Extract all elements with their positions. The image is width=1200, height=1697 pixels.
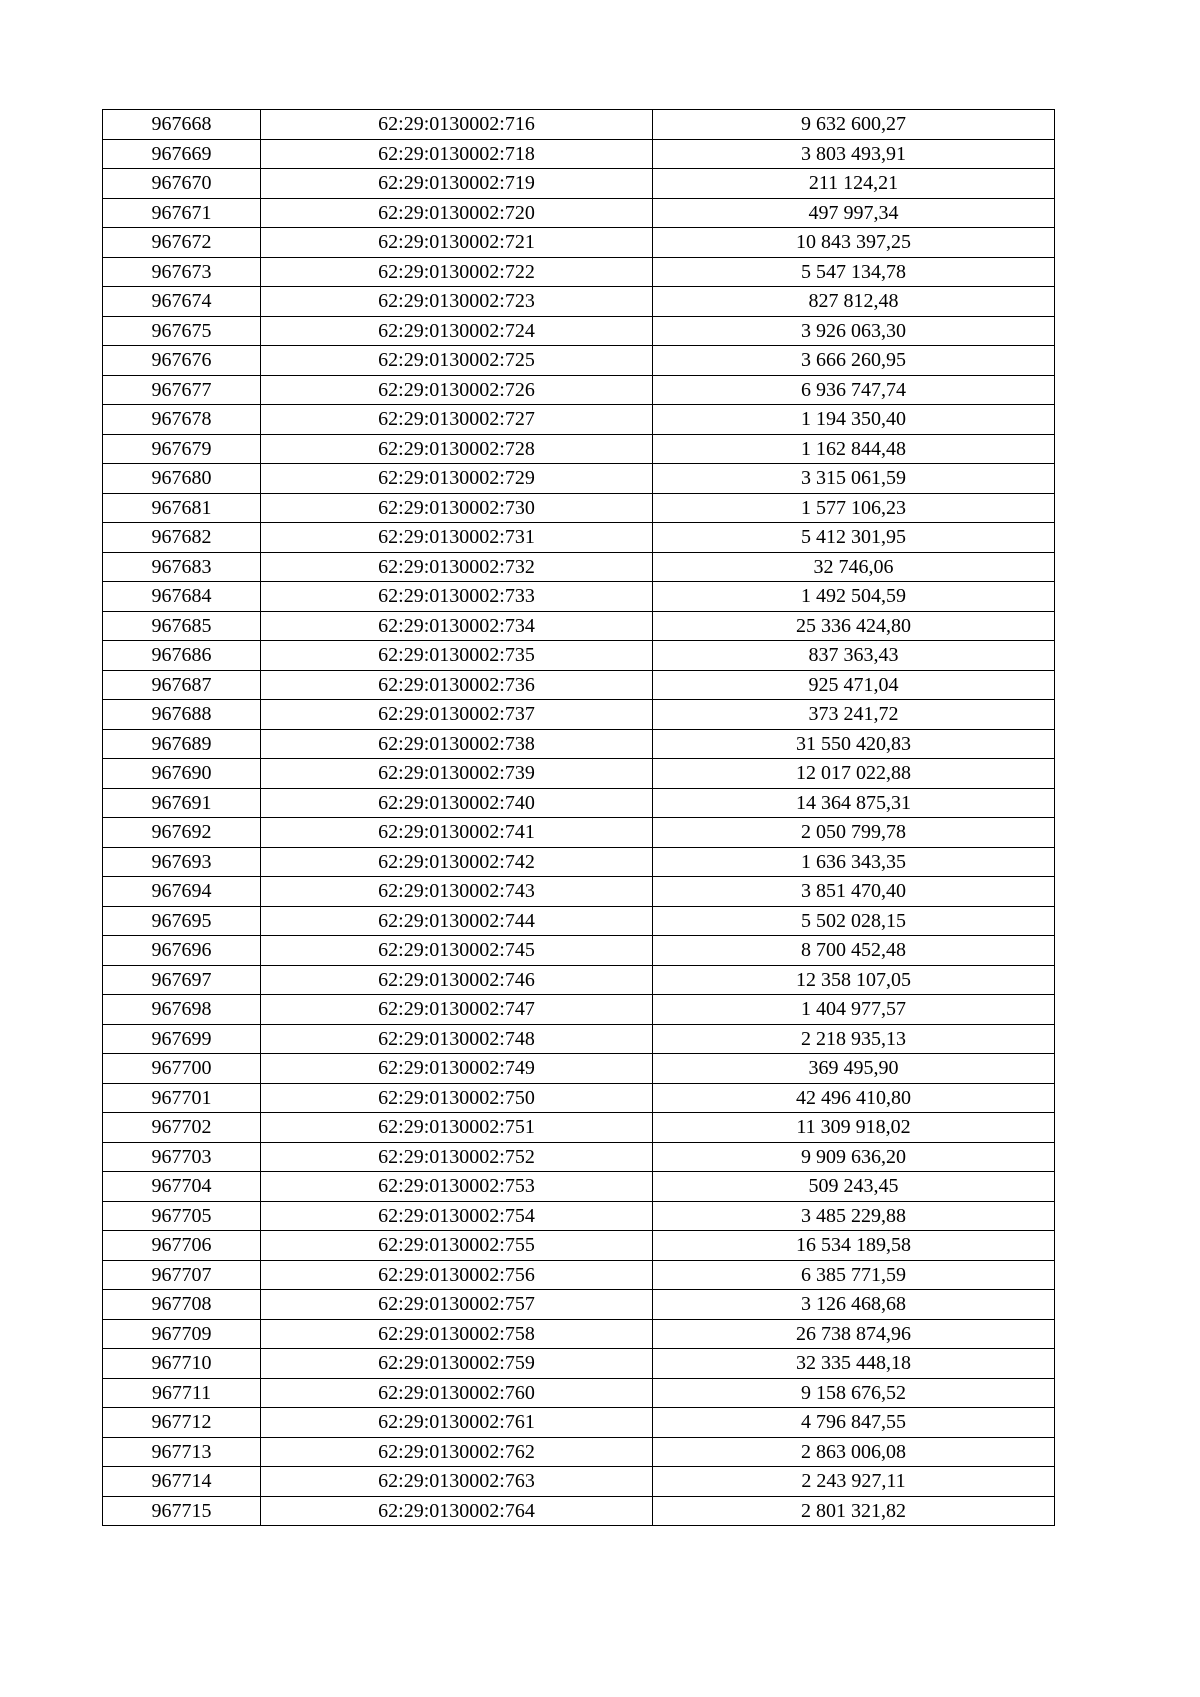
row-number-cell: 967686	[103, 641, 261, 671]
cadastral-number-cell: 62:29:0130002:737	[261, 700, 653, 730]
cadastral-number-cell: 62:29:0130002:752	[261, 1142, 653, 1172]
table-row	[103, 788, 1055, 818]
row-number-cell: 967684	[103, 582, 261, 612]
value-cell: 8 700 452,48	[653, 936, 1055, 966]
row-number-cell: 967679	[103, 434, 261, 464]
row-number-cell: 967702	[103, 1113, 261, 1143]
cadastral-number-cell: 62:29:0130002:736	[261, 670, 653, 700]
cadastral-number-cell: 62:29:0130002:750	[261, 1083, 653, 1113]
cadastral-number-cell: 62:29:0130002:762	[261, 1437, 653, 1467]
cadastral-number-cell: 62:29:0130002:726	[261, 375, 653, 405]
table-row	[103, 434, 1055, 464]
row-number-cell: 967680	[103, 464, 261, 494]
table-row	[103, 1260, 1055, 1290]
value-cell: 1 492 504,59	[653, 582, 1055, 612]
value-cell: 25 336 424,80	[653, 611, 1055, 641]
value-cell: 42 496 410,80	[653, 1083, 1055, 1113]
value-cell: 1 404 977,57	[653, 995, 1055, 1025]
cadastral-number-cell: 62:29:0130002:746	[261, 965, 653, 995]
row-number-cell: 967676	[103, 346, 261, 376]
table-row	[103, 1467, 1055, 1497]
value-cell: 12 017 022,88	[653, 759, 1055, 789]
cadastral-number-cell: 62:29:0130002:764	[261, 1496, 653, 1526]
cadastral-number-cell: 62:29:0130002:747	[261, 995, 653, 1025]
cadastral-number-cell: 62:29:0130002:763	[261, 1467, 653, 1497]
table-row	[103, 1290, 1055, 1320]
row-number-cell: 967697	[103, 965, 261, 995]
row-number-cell: 967689	[103, 729, 261, 759]
row-number-cell: 967705	[103, 1201, 261, 1231]
cadastral-number-cell: 62:29:0130002:749	[261, 1054, 653, 1084]
value-cell: 5 502 028,15	[653, 906, 1055, 936]
table-row	[103, 493, 1055, 523]
value-cell: 26 738 874,96	[653, 1319, 1055, 1349]
table-row	[103, 552, 1055, 582]
table-row	[103, 405, 1055, 435]
row-number-cell: 967694	[103, 877, 261, 907]
value-cell: 3 315 061,59	[653, 464, 1055, 494]
value-cell: 3 126 468,68	[653, 1290, 1055, 1320]
cadastral-number-cell: 62:29:0130002:751	[261, 1113, 653, 1143]
value-cell: 6 936 747,74	[653, 375, 1055, 405]
value-cell: 211 124,21	[653, 169, 1055, 199]
cadastral-number-cell: 62:29:0130002:748	[261, 1024, 653, 1054]
value-cell: 5 412 301,95	[653, 523, 1055, 553]
table-row	[103, 818, 1055, 848]
row-number-cell: 967673	[103, 257, 261, 287]
table-row	[103, 729, 1055, 759]
row-number-cell: 967683	[103, 552, 261, 582]
value-cell: 4 796 847,55	[653, 1408, 1055, 1438]
table-row	[103, 611, 1055, 641]
cadastral-number-cell: 62:29:0130002:739	[261, 759, 653, 789]
row-number-cell: 967707	[103, 1260, 261, 1290]
table-row	[103, 1408, 1055, 1438]
row-number-cell: 967703	[103, 1142, 261, 1172]
cadastral-number-cell: 62:29:0130002:745	[261, 936, 653, 966]
table-row	[103, 464, 1055, 494]
value-cell: 369 495,90	[653, 1054, 1055, 1084]
table-row	[103, 877, 1055, 907]
row-number-cell: 967693	[103, 847, 261, 877]
row-number-cell: 967698	[103, 995, 261, 1025]
table-row	[103, 1319, 1055, 1349]
row-number-cell: 967692	[103, 818, 261, 848]
row-number-cell: 967674	[103, 287, 261, 317]
table-row	[103, 523, 1055, 553]
cadastral-number-cell: 62:29:0130002:720	[261, 198, 653, 228]
row-number-cell: 967671	[103, 198, 261, 228]
row-number-cell: 967712	[103, 1408, 261, 1438]
cadastral-number-cell: 62:29:0130002:724	[261, 316, 653, 346]
table-row	[103, 1378, 1055, 1408]
row-number-cell: 967691	[103, 788, 261, 818]
table-row	[103, 316, 1055, 346]
cadastral-number-cell: 62:29:0130002:743	[261, 877, 653, 907]
table-row	[103, 670, 1055, 700]
value-cell: 32 335 448,18	[653, 1349, 1055, 1379]
value-cell: 9 909 636,20	[653, 1142, 1055, 1172]
table-row	[103, 965, 1055, 995]
cadastral-number-cell: 62:29:0130002:725	[261, 346, 653, 376]
table-row	[103, 1054, 1055, 1084]
cadastral-number-cell: 62:29:0130002:741	[261, 818, 653, 848]
value-cell: 6 385 771,59	[653, 1260, 1055, 1290]
cadastral-number-cell: 62:29:0130002:761	[261, 1408, 653, 1438]
value-cell: 2 243 927,11	[653, 1467, 1055, 1497]
cadastral-number-cell: 62:29:0130002:734	[261, 611, 653, 641]
table-row	[103, 936, 1055, 966]
row-number-cell: 967708	[103, 1290, 261, 1320]
value-cell: 31 550 420,83	[653, 729, 1055, 759]
value-cell: 1 636 343,35	[653, 847, 1055, 877]
value-cell: 1 162 844,48	[653, 434, 1055, 464]
cadastral-number-cell: 62:29:0130002:719	[261, 169, 653, 199]
value-cell: 3 485 229,88	[653, 1201, 1055, 1231]
cadastral-number-cell: 62:29:0130002:758	[261, 1319, 653, 1349]
value-cell: 497 997,34	[653, 198, 1055, 228]
table-row	[103, 1024, 1055, 1054]
table-row	[103, 1172, 1055, 1202]
row-number-cell: 967670	[103, 169, 261, 199]
value-cell: 12 358 107,05	[653, 965, 1055, 995]
row-number-cell: 967709	[103, 1319, 261, 1349]
cadastral-number-cell: 62:29:0130002:721	[261, 228, 653, 258]
value-cell: 11 309 918,02	[653, 1113, 1055, 1143]
row-number-cell: 967675	[103, 316, 261, 346]
value-cell: 3 666 260,95	[653, 346, 1055, 376]
table-row	[103, 228, 1055, 258]
value-cell: 10 843 397,25	[653, 228, 1055, 258]
row-number-cell: 967682	[103, 523, 261, 553]
table-row	[103, 1083, 1055, 1113]
table-row	[103, 257, 1055, 287]
value-cell: 5 547 134,78	[653, 257, 1055, 287]
value-cell: 3 926 063,30	[653, 316, 1055, 346]
table-row	[103, 346, 1055, 376]
table-body	[103, 110, 1055, 1526]
table-row	[103, 1142, 1055, 1172]
cadastral-number-cell: 62:29:0130002:730	[261, 493, 653, 523]
cadastral-number-cell: 62:29:0130002:759	[261, 1349, 653, 1379]
value-cell: 9 632 600,27	[653, 110, 1055, 140]
row-number-cell: 967706	[103, 1231, 261, 1261]
value-cell: 509 243,45	[653, 1172, 1055, 1202]
cadastral-number-cell: 62:29:0130002:755	[261, 1231, 653, 1261]
table-row	[103, 582, 1055, 612]
value-cell: 2 801 321,82	[653, 1496, 1055, 1526]
cadastral-value-table	[102, 109, 1055, 1526]
row-number-cell: 967695	[103, 906, 261, 936]
table-row	[103, 198, 1055, 228]
row-number-cell: 967688	[103, 700, 261, 730]
cadastral-number-cell: 62:29:0130002:732	[261, 552, 653, 582]
table-row	[103, 1231, 1055, 1261]
row-number-cell: 967669	[103, 139, 261, 169]
cadastral-number-cell: 62:29:0130002:756	[261, 1260, 653, 1290]
cadastral-number-cell: 62:29:0130002:740	[261, 788, 653, 818]
table-row	[103, 1437, 1055, 1467]
table-row	[103, 641, 1055, 671]
cadastral-number-cell: 62:29:0130002:754	[261, 1201, 653, 1231]
value-cell: 1 577 106,23	[653, 493, 1055, 523]
table-row	[103, 995, 1055, 1025]
row-number-cell: 967687	[103, 670, 261, 700]
row-number-cell: 967714	[103, 1467, 261, 1497]
cadastral-number-cell: 62:29:0130002:735	[261, 641, 653, 671]
row-number-cell: 967678	[103, 405, 261, 435]
table-row	[103, 906, 1055, 936]
cadastral-number-cell: 62:29:0130002:729	[261, 464, 653, 494]
table-row	[103, 287, 1055, 317]
table-row	[103, 1113, 1055, 1143]
table-row	[103, 847, 1055, 877]
value-cell: 3 851 470,40	[653, 877, 1055, 907]
row-number-cell: 967704	[103, 1172, 261, 1202]
cadastral-number-cell: 62:29:0130002:753	[261, 1172, 653, 1202]
value-cell: 3 803 493,91	[653, 139, 1055, 169]
table-row	[103, 375, 1055, 405]
value-cell: 827 812,48	[653, 287, 1055, 317]
cadastral-number-cell: 62:29:0130002:728	[261, 434, 653, 464]
table-row	[103, 1349, 1055, 1379]
value-cell: 32 746,06	[653, 552, 1055, 582]
row-number-cell: 967681	[103, 493, 261, 523]
row-number-cell: 967672	[103, 228, 261, 258]
table-row	[103, 110, 1055, 140]
cadastral-number-cell: 62:29:0130002:744	[261, 906, 653, 936]
cadastral-number-cell: 62:29:0130002:718	[261, 139, 653, 169]
cadastral-number-cell: 62:29:0130002:727	[261, 405, 653, 435]
cadastral-number-cell: 62:29:0130002:733	[261, 582, 653, 612]
cadastral-number-cell: 62:29:0130002:722	[261, 257, 653, 287]
row-number-cell: 967677	[103, 375, 261, 405]
cadastral-number-cell: 62:29:0130002:731	[261, 523, 653, 553]
cadastral-number-cell: 62:29:0130002:716	[261, 110, 653, 140]
row-number-cell: 967685	[103, 611, 261, 641]
row-number-cell: 967711	[103, 1378, 261, 1408]
value-cell: 16 534 189,58	[653, 1231, 1055, 1261]
row-number-cell: 967700	[103, 1054, 261, 1084]
value-cell: 925 471,04	[653, 670, 1055, 700]
cadastral-number-cell: 62:29:0130002:742	[261, 847, 653, 877]
cadastral-number-cell: 62:29:0130002:757	[261, 1290, 653, 1320]
table-row	[103, 700, 1055, 730]
row-number-cell: 967710	[103, 1349, 261, 1379]
value-cell: 2 218 935,13	[653, 1024, 1055, 1054]
table-row	[103, 169, 1055, 199]
row-number-cell: 967713	[103, 1437, 261, 1467]
row-number-cell: 967699	[103, 1024, 261, 1054]
row-number-cell: 967701	[103, 1083, 261, 1113]
value-cell: 1 194 350,40	[653, 405, 1055, 435]
table-row	[103, 759, 1055, 789]
row-number-cell: 967715	[103, 1496, 261, 1526]
value-cell: 14 364 875,31	[653, 788, 1055, 818]
value-cell: 837 363,43	[653, 641, 1055, 671]
value-cell: 9 158 676,52	[653, 1378, 1055, 1408]
table-row	[103, 1201, 1055, 1231]
cadastral-number-cell: 62:29:0130002:760	[261, 1378, 653, 1408]
row-number-cell: 967668	[103, 110, 261, 140]
cadastral-number-cell: 62:29:0130002:738	[261, 729, 653, 759]
value-cell: 2 863 006,08	[653, 1437, 1055, 1467]
value-cell: 2 050 799,78	[653, 818, 1055, 848]
table-row	[103, 139, 1055, 169]
table-row	[103, 1496, 1055, 1526]
value-cell: 373 241,72	[653, 700, 1055, 730]
row-number-cell: 967696	[103, 936, 261, 966]
row-number-cell: 967690	[103, 759, 261, 789]
cadastral-number-cell: 62:29:0130002:723	[261, 287, 653, 317]
